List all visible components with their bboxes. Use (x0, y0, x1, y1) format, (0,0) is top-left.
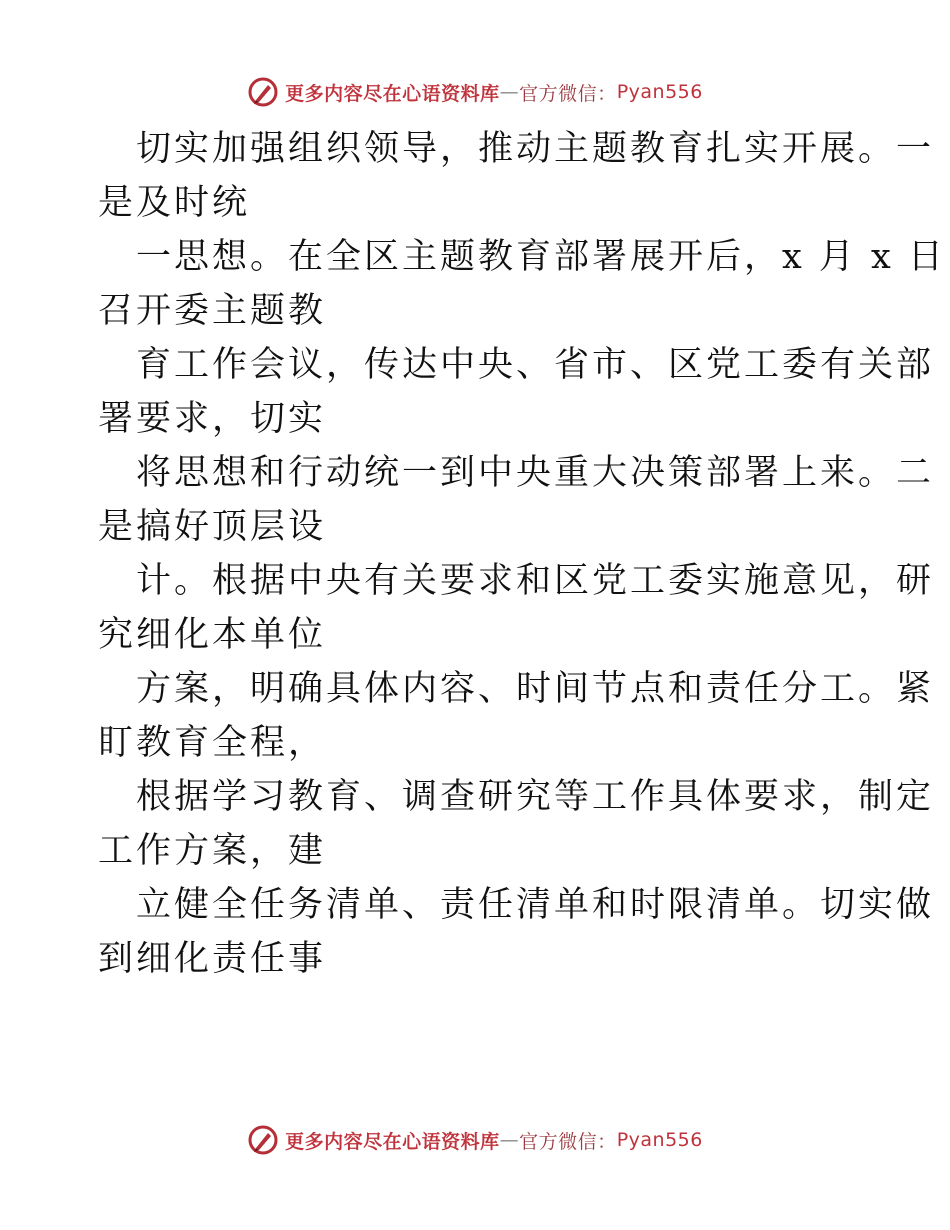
text-line: 将思想和行动统一到中央重大决策部署上来。二 (136, 453, 935, 493)
pen-logo-icon (247, 1124, 279, 1156)
text-line: 一思想。在全区主题教育部署展开后，x 月 x 日 (136, 237, 946, 277)
text-line: 方案，明确具体内容、时间节点和责任分工。紧 (136, 669, 935, 709)
watermark-title: 更多内容尽在心语资料库 (285, 82, 500, 105)
watermark-title: 更多内容尽在心语资料库 (285, 1130, 500, 1153)
watermark-separator: — (499, 1129, 520, 1151)
document-body (98, 122, 946, 986)
text-line: 召开委主题教 (98, 291, 327, 331)
watermark-id: Pyan556 (616, 1129, 703, 1151)
watermark-label: 官方微信： (519, 82, 617, 105)
text-line: 是及时统 (98, 183, 251, 223)
watermark-id: Pyan556 (616, 81, 703, 103)
pen-logo-icon (247, 76, 279, 108)
text-line: 根据学习教育、调查研究等工作具体要求，制定 (136, 777, 935, 817)
watermark-separator: — (499, 81, 520, 103)
text-line: 育工作会议，传达中央、省市、区党工委有关部 (136, 345, 935, 385)
text-line: 是搞好顶层设 (98, 507, 327, 547)
text-line: 盯教育全程， (98, 723, 327, 763)
watermark-label: 官方微信： (519, 1130, 617, 1153)
footer-watermark (0, 1120, 950, 1160)
text-line: 工作方案，建 (98, 831, 327, 871)
text-line: 署要求，切实 (98, 399, 327, 439)
text-line: 立健全任务清单、责任清单和时限清单。切实做 (136, 885, 935, 925)
text-line: 计。根据中央有关要求和区党工委实施意见，研 (136, 561, 935, 601)
text-line: 究细化本单位 (98, 615, 327, 655)
text-line: 到细化责任事 (98, 939, 327, 979)
text-line: 切实加强组织领导，推动主题教育扎实开展。一 (136, 129, 935, 169)
header-watermark (0, 72, 950, 112)
